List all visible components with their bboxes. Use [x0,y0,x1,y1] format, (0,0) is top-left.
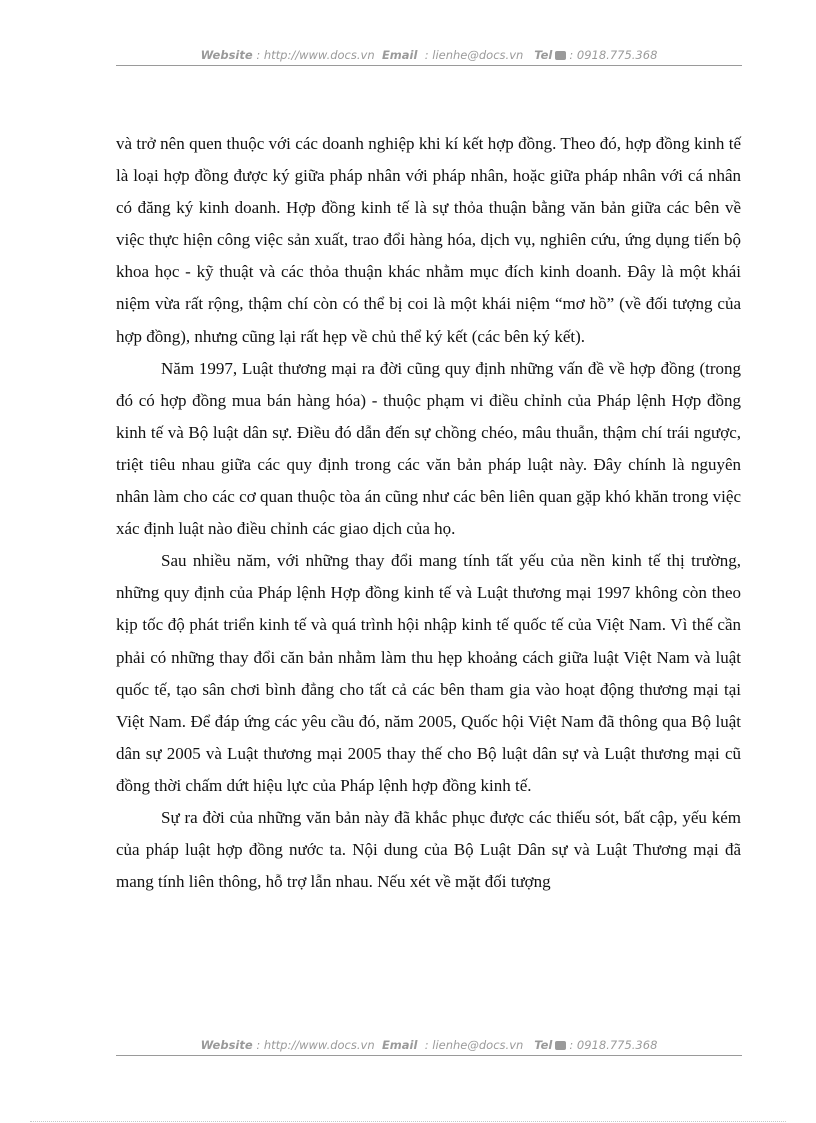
paragraph-3: Sau nhiều năm, với những thay đổi mang tính tất yếu của nền kinh tế thị trường, những quy định của Pháp lệnh Hợp đồng kinh tế và Luật thương mại 1997 không còn theo kịp tốc độ phát triển kinh tế và quá trình hội nhập kinh tế quốc tế của Việt Nam. Vì thế cần phải có những thay đổi căn bản nhằm làm thu hẹp khoảng cách giữa luật Việt Nam và luật quốc tế, tạo sân chơi bình đẳng cho tất cả các bên tham gia vào hoạt động thương mại tại Việt Nam. Để đáp ứng các yêu cầu đó, năm 2005, Quốc hội Việt Nam đã thông qua Bộ luật dân sự 2005 và Luật thương mại 2005 thay thế cho Bộ luật dân sự và Luật thương mại cũ đồng thời chấm dứt hiệu lực của Pháp lệnh hợp đồng kinh tế. [116,551,741,795]
header-website-value: : http://www.docs.vn [256,48,375,62]
header-website-label: Website [200,48,253,62]
header-rule [116,65,742,66]
page-header [116,48,742,62]
header-tel-label: Tel [534,48,553,62]
page-footer [116,1038,742,1052]
paragraph-1: và trở nên quen thuộc với các doanh nghiệp khi kí kết hợp đồng. Theo đó, hợp đồng kinh tế là loại hợp đồng được ký giữa pháp nhân với pháp nhân, hoặc giữa pháp nhân với cá nhân có đăng ký kinh doanh. Hợp đồng kinh tế là sự thỏa thuận bằng văn bản giữa các bên về việc thực hiện công việc sản xuất, trao đổi hàng hóa, dịch vụ, nghiên cứu, ứng dụng tiến bộ khoa học - kỹ thuật và các thỏa thuận khác nhằm mục đích kinh doanh. Đây là một khái niệm vừa rất rộng, thậm chí còn có thể bị coi là một khái niệm “mơ hồ” (về đối tượng của hợp đồng), nhưng cũng lại rất hẹp về chủ thể ký kết (các bên ký kết). [116,134,741,346]
footer-email-value: : lienhe@docs.vn [424,1038,524,1052]
footer-website-label: Website [200,1038,253,1052]
page-edge-divider [30,1121,786,1122]
footer-email-label: Email [381,1038,418,1052]
phone-icon [555,1041,566,1050]
paragraph-4: Sự ra đời của những văn bản này đã khắc phục được các thiếu sót, bất cập, yếu kém của pháp luật hợp đồng nước ta. Nội dung của Bộ Luật Dân sự và Luật Thương mại đã mang tính liên thông, hỗ trợ lẫn nhau. Nếu xét về mặt đối tượng [116,807,741,892]
header-email-label: Email [381,48,418,62]
footer-rule [116,1055,742,1056]
phone-icon [555,51,566,60]
footer-tel-value: : 0918.775.368 [569,1038,658,1052]
footer-tel-label: Tel [534,1038,553,1052]
header-email-value: : lienhe@docs.vn [424,48,524,62]
header-tel-value: : 0918.775.368 [569,48,658,62]
paragraph-2: Năm 1997, Luật thương mại ra đời cũng quy định những vấn đề về hợp đồng (trong đó có hợp đồng mua bán hàng hóa) - thuộc phạm vi điều chỉnh của Pháp lệnh Hợp đồng kinh tế và Bộ luật dân sự. Điều đó dẫn đến sự chồng chéo, mâu thuẫn, thậm chí trái ngược, triệt tiêu nhau giữa các quy định trong các văn bản pháp luật này. Đây chính là nguyên nhân làm cho các cơ quan thuộc tòa án cũng như các bên liên quan gặp khó khăn trong việc xác định luật nào điều chỉnh các giao dịch của họ. [116,358,741,539]
document-body [116,128,741,898]
footer-website-value: : http://www.docs.vn [256,1038,375,1052]
